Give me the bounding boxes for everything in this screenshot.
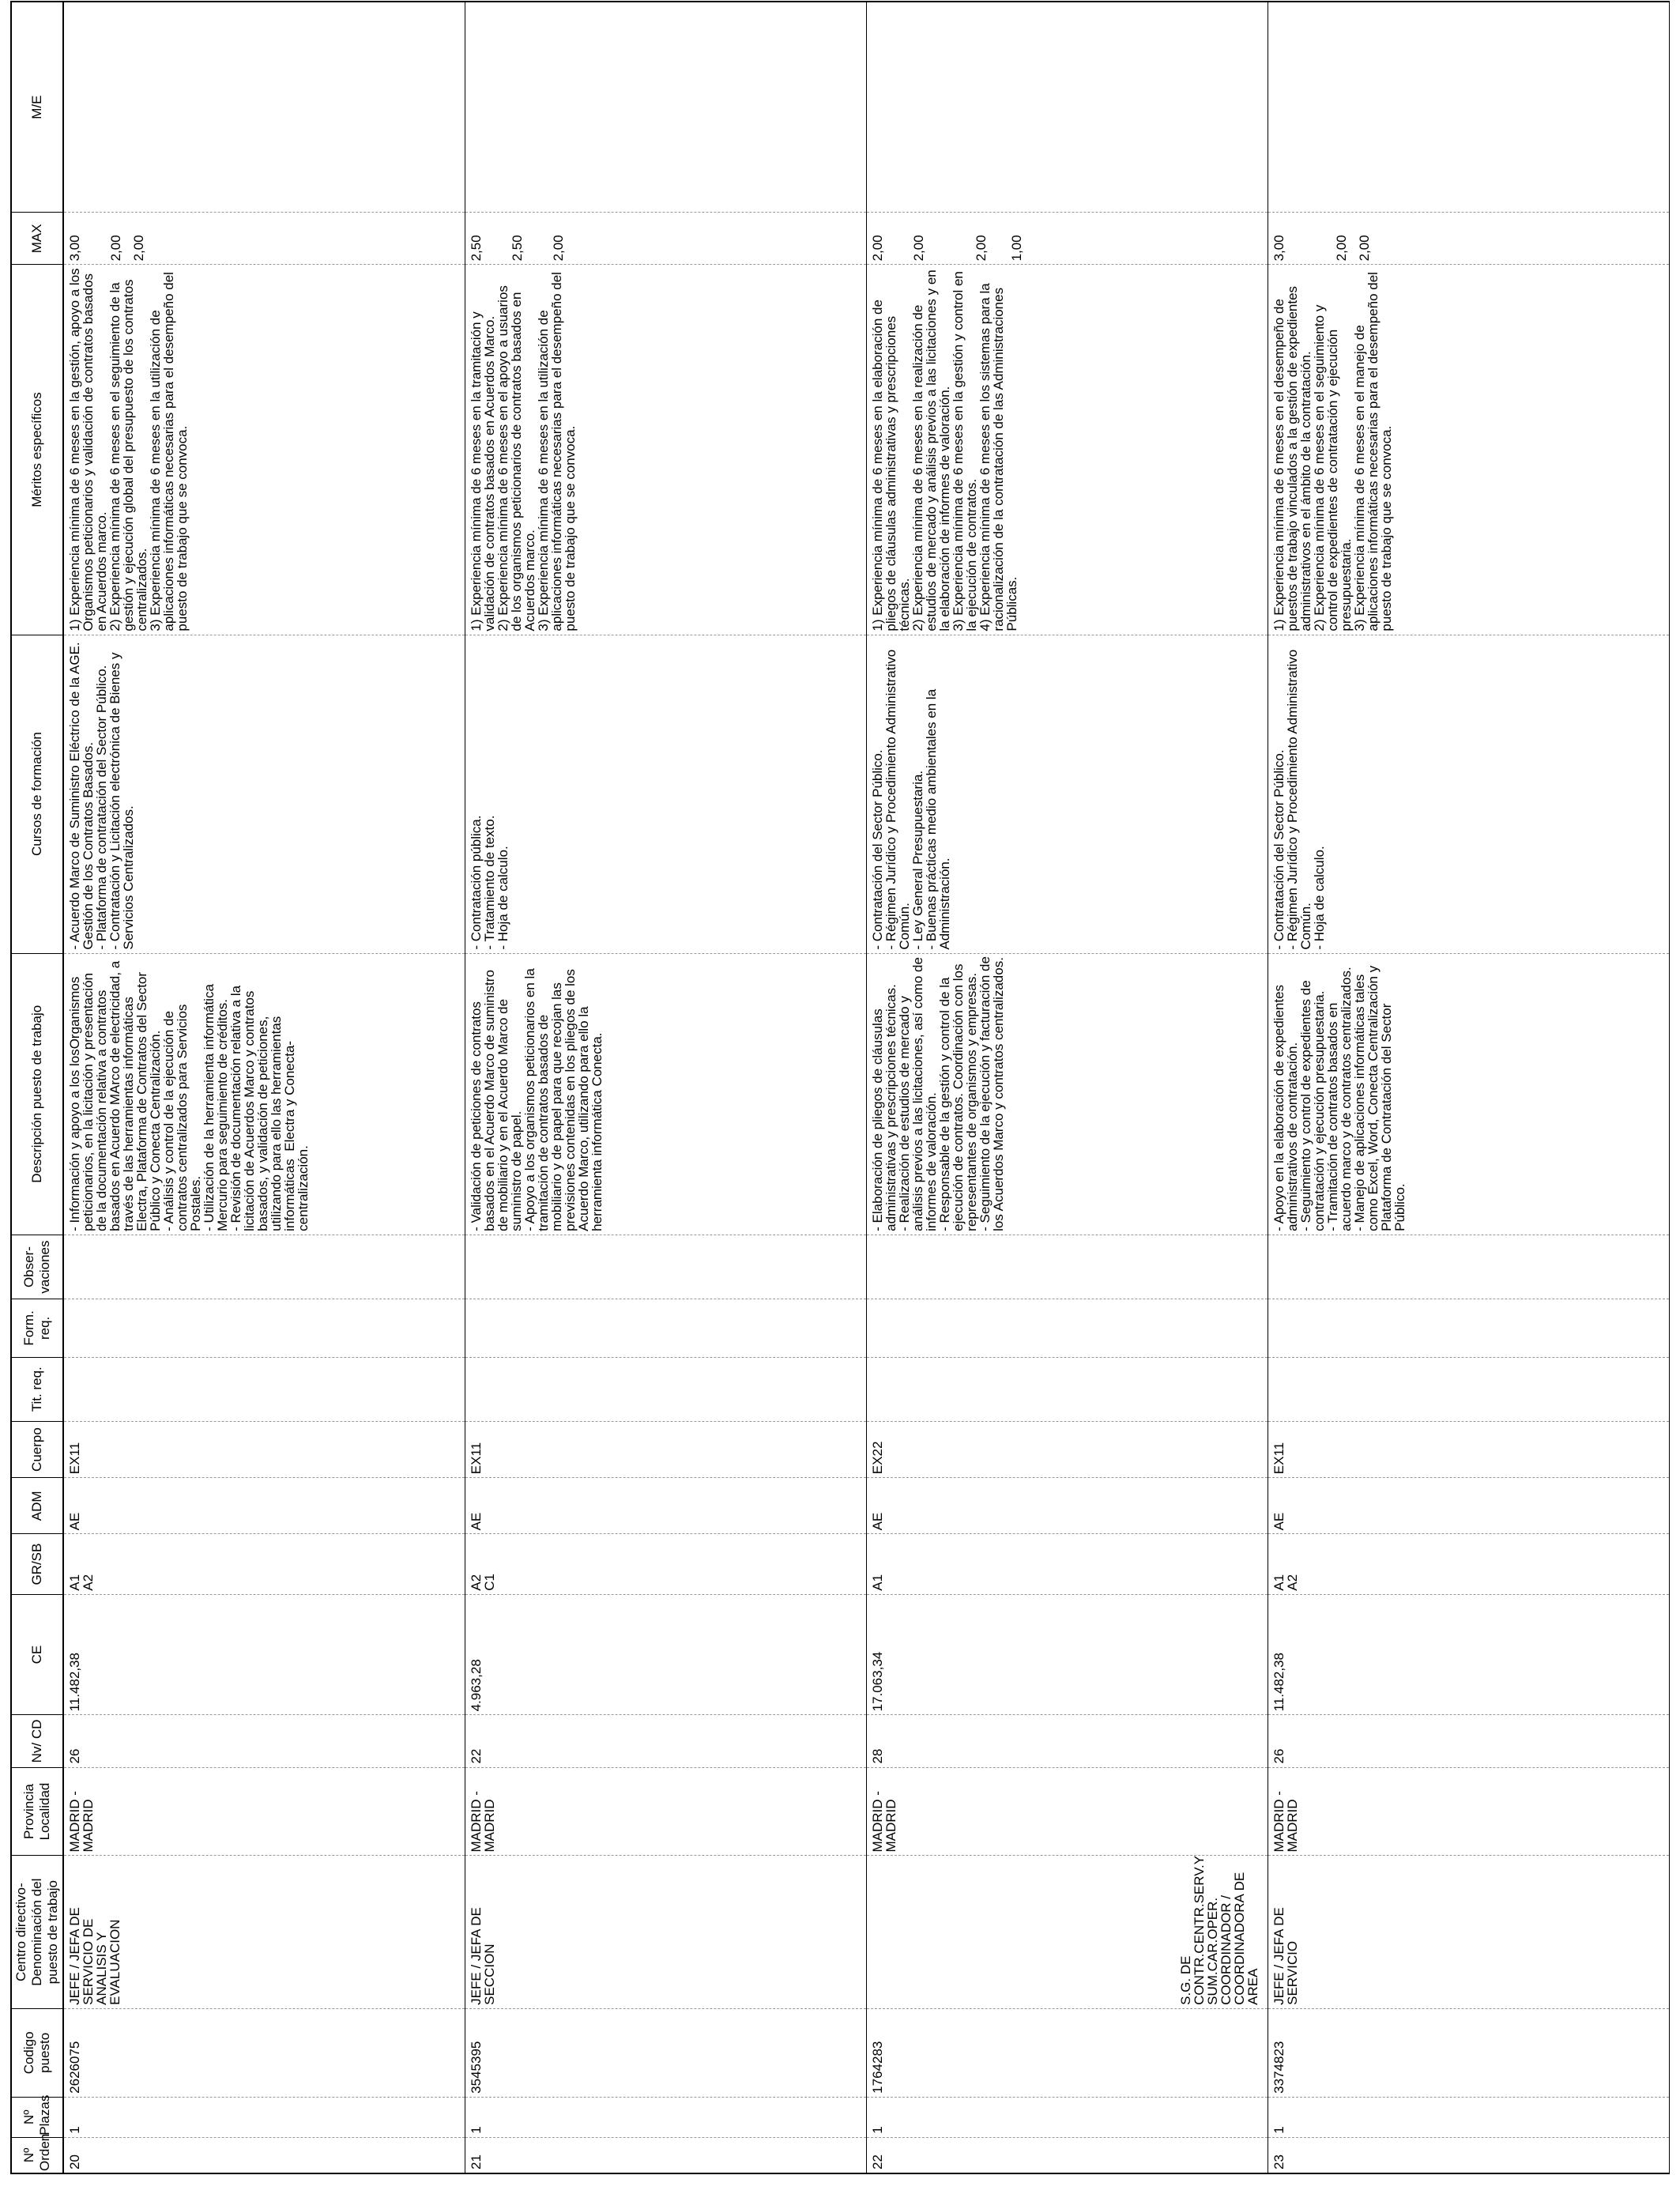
centro-directivo: S.G. DE CONTR.CENTR.SERV.Y SUM.CAR.OPER. — [1178, 1852, 1220, 2005]
plazas-cell: 1 — [1268, 2097, 1670, 2137]
ce-cell: 11.482,38 — [1268, 1594, 1670, 1715]
adm-cell: AE — [1268, 1478, 1670, 1534]
provincia-cell: MADRID - MADRID — [465, 1767, 867, 1856]
adm-cell: AE — [63, 1478, 465, 1534]
table-row — [63, 2, 465, 2173]
header-row — [11, 2, 63, 2173]
nivel-cell: 28 — [867, 1715, 1268, 1767]
table-row — [465, 2, 867, 2173]
me-cell — [63, 2, 465, 213]
header-plazas: Nº Plazas — [11, 2097, 63, 2137]
provincia-cell: MADRID - MADRID — [1268, 1767, 1670, 1856]
me-cell — [465, 2, 867, 213]
header-titulacion: Tit. req. — [11, 1357, 63, 1421]
max-value: 3,00 — [1271, 235, 1286, 262]
grupo-cell: A1 — [867, 1534, 1268, 1594]
header-orden: Nº Orden — [11, 2137, 63, 2173]
cursos-cell: - Contratación del Sector Público. - Régimen Jurídico y Procedimiento Administrativo Común. - Ley General Presupuestaria. - Buenas prácticas medio ambientales en la Administración. — [867, 635, 1268, 953]
descripcion-cell: - Validación de peticiones de contratos basados en el Acuerdo Marco de suministro de mobiliario y en el Acuerdo Marco de suministro de papel. - Apoyo a los organismos peticionarios en la tramitación de contratos basados de mobiliario y de papel para que recojan las previsiones contenidas en los pliegos de los Acuerdo Marco, utilizando para ello la herramienta informática Conecta. — [465, 953, 867, 1235]
formacion-cell — [867, 1299, 1268, 1357]
denominacion: JEFE / JEFA DE SERVICIO — [1271, 1903, 1300, 2005]
descripcion-cell: - Elaboración de pliegos de cláusulas administrativas y prescripciones técnicas. - Realización de estudios de mercado y análisis previos a las licitaciones, así como de informes de valoración. - Responsable de la gestión y control de la ejecución de contratos. Coordinación con los representantes de organismos y empresas. - Seguimiento de la ejecución y facturación de los Acuerdos Marco y contratos centralizados. — [867, 953, 1268, 1235]
cuerpo-cell: EX11 — [465, 1421, 867, 1477]
codigo-cell: 1764283 — [867, 2008, 1268, 2097]
max-value: 2,00 — [974, 235, 989, 262]
codigo-cell: 3545395 — [465, 2008, 867, 2097]
orden-cell: 23 — [1268, 2137, 1670, 2173]
max-value: 2,00 — [131, 235, 146, 262]
plazas-cell: 1 — [63, 2097, 465, 2137]
cursos-cell: - Contratación del Sector Público. - Régimen Jurídico y Procedimiento Administrativo Común. - Hoja de calculo. — [1268, 635, 1670, 953]
centro-cell — [1268, 1856, 1670, 2008]
header-grupo: GR/SB — [11, 1534, 63, 1594]
ce-cell: 17.063,34 — [867, 1594, 1268, 1715]
positions-table — [10, 1, 1670, 2174]
nivel-cell: 26 — [1268, 1715, 1670, 1767]
table-row — [1268, 2, 1670, 2173]
observaciones-cell — [867, 1235, 1268, 1299]
ce-cell: 11.482,38 — [63, 1594, 465, 1715]
meritos-cell: 1) Experiencia mínima de 6 meses en la elaboración de pliegos de cláusulas administrativas y prescripciones técnicas. 2) Experiencia mínima de 6 meses en la realización de estudios de mercado y análisis previos a las licitaciones y en la elaboración de informes de valoración. 3) Experiencia mínima de 6 meses en la gestión y control en la ejecución de contratos. 4) Experiencia mínima de 6 meses en los sistemas para la racionalización de la contratación de las Administraciones Públicas. — [867, 265, 1268, 635]
denominacion: JEFE / JEFA DE SERVICIO DE ANALISIS Y EVALUACION — [67, 1903, 122, 2005]
header-formacion: Form. req. — [11, 1299, 63, 1357]
observaciones-cell — [1268, 1235, 1670, 1299]
header-adm: ADM — [11, 1478, 63, 1534]
max-cell — [63, 213, 465, 265]
header-ce: CE — [11, 1594, 63, 1715]
max-value: 2,50 — [469, 235, 484, 262]
nivel-cell: 26 — [63, 1715, 465, 1767]
adm-cell: AE — [465, 1478, 867, 1534]
cuerpo-cell: EX11 — [1268, 1421, 1670, 1477]
max-value: 1,00 — [1009, 235, 1024, 262]
observaciones-cell — [465, 1235, 867, 1299]
adm-cell: AE — [867, 1478, 1268, 1534]
grupo-cell: A1 A2 — [1268, 1534, 1670, 1594]
orden-cell: 22 — [867, 2137, 1268, 2173]
observaciones-cell — [63, 1235, 465, 1299]
nivel-cell: 22 — [465, 1715, 867, 1767]
meritos-cell: 1) Experiencia mínima de 6 meses en el desempeño de puestos de trabajo vinculados a la gestión de expedientes administrativos en el ámbito de la contratación. 2) Experiencia mínima de 6 meses en el seguimiento y control de expedientes de contratación y ejecución presupuestaria. 3) Experiencia mínima de 6 meses en el manejo de aplicaciones informáticas necesarias para el desempeño del puesto de trabajo que se convoca. — [1268, 265, 1670, 635]
cursos-cell: - Contratación pública. - Tratamiento de texto. - Hoja de calculo. — [465, 635, 867, 953]
codigo-cell: 3374823 — [1268, 2008, 1670, 2097]
grupo-cell: A2 C1 — [465, 1534, 867, 1594]
denominacion: JEFE / JEFA DE SECCION — [469, 1903, 497, 2005]
formacion-cell — [63, 1299, 465, 1357]
max-cell — [465, 213, 867, 265]
plazas-cell: 1 — [867, 2097, 1268, 2137]
table-row — [867, 2, 1268, 2173]
header-max: MAX — [11, 213, 63, 265]
header-meritos: Méritos específicos — [11, 265, 63, 635]
header-observaciones: Obser- vaciones — [11, 1235, 63, 1299]
header-descripcion: Descripción puesto de trabajo — [11, 953, 63, 1235]
header-me: M/E — [11, 2, 63, 213]
descripcion-cell: - Apoyo en la elaboración de expedientes administrativos de contratación. - Seguimiento y control de expedientes de contratación y ejecución presupuestaria. - Tramitación de contratos basados en acuerdo marco y de contratos centralizados. - Manejo de aplicaciones informáticas tales como Excel, Word, Conecta Centralización y Plataforma de Contratación del Sector Público. — [1268, 953, 1670, 1235]
max-cell — [1268, 213, 1670, 265]
centro-cell — [867, 1852, 1268, 2008]
centro-cell — [465, 1856, 867, 2008]
formacion-cell — [1268, 1299, 1670, 1357]
header-nivel: Nv/ CD — [11, 1715, 63, 1767]
titulacion-cell — [1268, 1357, 1670, 1421]
provincia-cell: MADRID - MADRID — [867, 1767, 1268, 1856]
max-cell — [867, 213, 1268, 265]
max-value: 3,00 — [67, 235, 82, 262]
orden-cell: 20 — [63, 2137, 465, 2173]
max-value: 2,00 — [108, 235, 123, 262]
grupo-cell: A1 A2 — [63, 1534, 465, 1594]
ce-cell: 4.963,28 — [465, 1594, 867, 1715]
titulacion-cell — [63, 1357, 465, 1421]
meritos-cell: 1) Experiencia mínima de 6 meses en la tramitación y validación de contratos basados en Acuerdos Marco. 2) Experiencia mínima de 6 meses en el apoyo a usuarios de los organismos peticionarios de contratos basados en Acuerdos marco. 3) Experiencia mínima de 6 meses en la utilización de aplicaciones informáticas necesarias para el desempeño del puesto de trabajo que se convoca. — [465, 265, 867, 635]
header-centro: Centro directivo- Denominación del puesto de trabajo — [11, 1856, 63, 2008]
header-cuerpo: Cuerpo — [11, 1421, 63, 1477]
header-codigo: Codigo puesto — [11, 2008, 63, 2097]
max-value: 2,50 — [510, 235, 525, 262]
max-value: 2,00 — [1357, 235, 1372, 262]
max-value: 2,00 — [1334, 235, 1349, 262]
titulacion-cell — [465, 1357, 867, 1421]
me-cell — [1268, 2, 1670, 213]
orden-cell: 21 — [465, 2137, 867, 2173]
descripcion-cell: - Información y apoyo a los losOrganismos peticionarios, en la licitación y presentación de la documentación relativa a contratos basados en Acuerdo MArco de electricidad, a través de las herramientas informáticas Electra, Plataforma de Contratos del Sector Público y Conecta Centralización. - Análisis y control de la ejecución de contratos centralizados para Servicios Postales. - Utilización de la herramienta informática Mercurio para seguimiento de créditos. - Revisión de documentación relativa a la licitación de Acuerdos Marco y contratos basados, y validación de peticiones, utilizando para ello las herramientas informáticas Electra y Conecta-centralización. — [63, 953, 465, 1235]
meritos-cell: 1) Experiencia mínima de 6 meses en la gestión, apoyo a los Organismos peticionarios y validación de contratos basados en Acuerdos marco. 2) Experiencia mínima de 6 meses en el seguimiento de la gestión y ejecución global del presupuesto de los contratos centralizados. 3) Experiencia mínima de 6 meses en la utilización de aplicaciones informáticas necesarias para el desempeño del puesto de trabajo que se convoca. — [63, 265, 465, 635]
header-provincia: Provincia Localidad — [11, 1767, 63, 1856]
max-value: 2,00 — [551, 235, 566, 262]
cursos-cell: - Acuerdo Marco de Suministro Eléctrico de la AGE. Gestión de los Contratos Basados. - Plataforma de contratación del Sector Público. - Contratación y Licitación electrónica de Bienes y Servicios Centralizados. — [63, 635, 465, 953]
denominacion: COORDINADOR / COORDINADORA DE AREA — [1219, 1868, 1260, 2005]
titulacion-cell — [867, 1357, 1268, 1421]
max-value: 2,00 — [911, 235, 926, 262]
me-cell — [867, 2, 1268, 213]
plazas-cell: 1 — [465, 2097, 867, 2137]
cuerpo-cell: EX11 — [63, 1421, 465, 1477]
formacion-cell — [465, 1299, 867, 1357]
codigo-cell: 2626075 — [63, 2008, 465, 2097]
centro-cell — [63, 1856, 465, 2008]
cuerpo-cell: EX22 — [867, 1421, 1268, 1477]
header-cursos: Cursos de formación — [11, 635, 63, 953]
provincia-cell: MADRID - MADRID — [63, 1767, 465, 1856]
max-value: 2,00 — [870, 235, 885, 262]
